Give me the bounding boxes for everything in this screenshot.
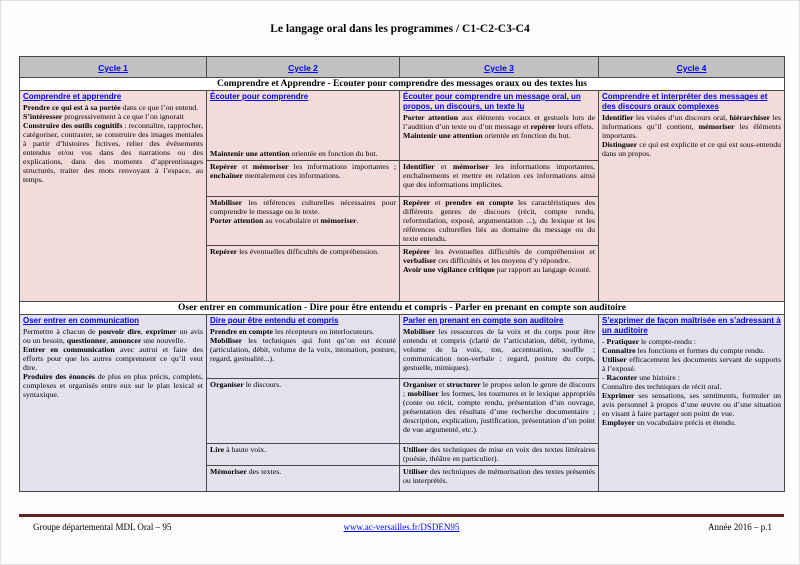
footer-group-label: Groupe départemental MDL Oral – 95: [33, 522, 172, 532]
s1-cycle3-row2-cell: [400, 161, 599, 197]
footer-divider: [19, 514, 784, 517]
cycle1-link[interactable]: Cycle 1: [98, 63, 128, 73]
s2-cycle3-row3-cell: [400, 444, 599, 466]
section1-heading: Comprendre et Apprendre - Ecouter pour comprendre des messages oraux ou des textes lus: [20, 78, 785, 91]
paragraph: Mémoriser des textes.: [210, 467, 282, 477]
paragraph: Avoir une vigilance critique par rapport au langage écouté.: [403, 265, 591, 275]
paragraph: Porter attention au vocabulaire et mémoriser.: [210, 216, 359, 226]
s2-cycle1-link[interactable]: Oser entrer en communication: [23, 316, 140, 326]
footer-center: [19, 522, 784, 532]
s2-cycle1-cell: [20, 315, 207, 492]
paragraph: Maintenir une attention orientée en fonction du but.: [403, 131, 571, 141]
paragraph: Repérer les éventuelles difficultés de compréhension et verbaliser ces difficultés et les moyens d’y répondre.: [403, 247, 595, 266]
s2-cycle2-row3-cell: [207, 444, 400, 466]
paragraph: Lire à haute voix.: [210, 445, 267, 455]
s1-cycle1-link[interactable]: Comprendre et apprendre: [23, 92, 122, 101]
page-title: Le langage oral dans les programmes / C1-C2-C3-C4: [270, 23, 530, 35]
s1-cycle1-cell: [20, 91, 207, 302]
paragraph: Produire des énoncés de plus en plus précis, complets, complexes et organisés entre eux sur le plan lexical et syntaxique.: [23, 372, 203, 400]
s2-cycle4-link[interactable]: S’exprimer de façon maîtrisée en s’adressant à un auditoire: [602, 316, 781, 336]
cycle3-link[interactable]: Cycle 3: [484, 63, 514, 73]
s1-cycle3-row4-cell: [400, 246, 599, 302]
paragraph: Mobiliser les ressources de la voix et du corps pour être entendu et compris (clarté de l’articulation, débit, rythme, volume de la voix, ton, accentuation, souffle ; communication non-verbale : regard, posture du corps, gestuelle, mimiques).: [403, 327, 595, 373]
paragraph: Prendre ce qui est à sa portée dans ce que l’on entend.: [23, 103, 199, 112]
section1-row1: [20, 91, 785, 161]
cycle-header-row: [20, 57, 785, 78]
s2-cycle4-cell: [599, 315, 785, 492]
s1-cycle4-link[interactable]: Comprendre et interpréter des messages et des discours oraux complexes: [602, 92, 768, 111]
paragraph: Maintenir une attention orientée en fonction du but.: [210, 148, 378, 158]
s1-cycle2-row1-cell: [207, 91, 400, 161]
paragraph: Utiliser des techniques de mise en voix des textes littéraires (poésie, théâtre en particulier).: [403, 445, 595, 464]
s2-cycle2-row4-cell: [207, 466, 400, 492]
paragraph: Construire des outils cognitifs : reconnaître, rapprocher, catégoriser, contraster, se construire des images mentales à partir d’histoires fictives, relier des événements entendus et/ou vus dans des narrations ou des explications, dans des moments d’apprentissages structurés, traiter des mots renvoyant à l’espace, au temps.: [23, 121, 203, 185]
paragraph: Connaître des techniques de récit oral.: [602, 382, 722, 392]
s2-cycle3-row2-cell: [400, 379, 599, 444]
section2-heading-row: [20, 302, 785, 315]
s2-cycle3-row4-cell: [400, 466, 599, 492]
s1-cycle2-row3-cell: [207, 197, 400, 246]
footer-year-page: Année 2016 – p.1: [708, 522, 772, 532]
section2-heading: Oser entrer en communication - Dire pour être entendu et compris - Parler en prenant en compte son auditoire: [20, 302, 785, 315]
paragraph: Prendre en compte les récepteurs ou interlocuteurs.: [210, 327, 375, 337]
paragraph: Organiser le discours.: [210, 380, 282, 390]
paragraph: Mobiliser les références culturelles nécessaires pour comprendre le message ou le texte.: [210, 198, 396, 217]
paragraph: Porter attention aux éléments vocaux et gestuels lors de l’audition d’un texte ou d’un message et repérer leurs effets.: [403, 113, 595, 132]
s2-cycle3-row1-cell: [400, 315, 599, 379]
paragraph: Utiliser efficacement les documents servant de supports à l’exposé.: [602, 355, 781, 374]
paragraph: Exprimer ses sensations, ses sentiments, formuler un avis personnel à propos d’une œuvre ou d’une situation en visant à faire partager son point de vue.: [602, 391, 781, 419]
paragraph: Distinguer ce qui est explicite et ce qui est sous-entendu dans un propos.: [602, 140, 781, 159]
paragraph: - Raconter une histoire :: [602, 373, 680, 383]
section2-row1: [20, 315, 785, 379]
paragraph: Repérer les éventuelles difficultés de compréhension.: [210, 247, 380, 257]
paragraph: Identifier et mémoriser les informations importantes, enchaînements et mettre en relation ces informations ainsi que des informations implicites.: [403, 162, 595, 190]
paragraph: Identifier les visées d’un discours oral, hiérarchiser les informations qu’il contient, mémoriser les éléments importants.: [602, 113, 781, 141]
paragraph: Mobiliser les techniques qui font qu’on est écouté (articulation, débit, volume de la voix, intonation, posture, regard, gestualité...).: [210, 336, 396, 364]
s2-cycle2-row2-cell: [207, 379, 400, 444]
cycle3-header-cell: [400, 57, 599, 78]
cycle2-link[interactable]: Cycle 2: [288, 63, 318, 73]
s1-cycle4-cell: [599, 91, 785, 302]
cycle4-header-cell: [599, 57, 785, 78]
s2-cycle2-link[interactable]: Dire pour être entendu et compris: [210, 316, 339, 326]
cycle2-header-cell: [207, 57, 400, 78]
paragraph: Utiliser des techniques de mémorisation des textes présentés ou interprétés.: [403, 467, 595, 486]
paragraph: Entrer en communication avec autrui et faire des efforts pour que les autres comprennent ce qu’il veut dire.: [23, 345, 203, 373]
paragraph: Connaître les fonctions et formes du compte rendu.: [602, 346, 765, 356]
programme-table: [19, 56, 785, 492]
paragraph: Repérer et prendre en compte les caractéristiques des différents genres de discours (récit, compte rendu, reformulation, exposé, argumentation ...), du lexique et les références culturelles liés au domaine du message ou du texte entendu.: [403, 198, 595, 244]
s1-cycle2-link[interactable]: Écouter pour comprendre: [210, 92, 309, 101]
cycle1-header-cell: [20, 57, 207, 78]
paragraph: S’intéresser progressivement à ce que l’on ignorait: [23, 112, 184, 122]
s1-cycle3-row1-cell: [400, 91, 599, 161]
s1-cycle3-link[interactable]: Écouter pour comprendre un message oral, un propos, un discours, un texte lu: [403, 92, 581, 111]
section1-heading-row: [20, 78, 785, 91]
s1-cycle2-row4-cell: [207, 246, 400, 302]
footer-website-link[interactable]: www.ac-versailles.fr/DSDEN95: [343, 522, 460, 532]
s1-cycle2-row2-cell: [207, 161, 400, 197]
paragraph: - Pratiquer le compte-rendu :: [602, 337, 696, 347]
paragraph: Repérer et mémoriser les informations importantes ; enchaîner mentalement ces informations.: [210, 162, 396, 181]
paragraph: Organiser et structurer le propos selon le genre de discours ; mobiliser les formes, les tournures et le lexique appropriés (conte ou récit, compte rendu, présentation d’un ouvrage, présentation des résultats d’une recherche documentaire ; description, explication, justification, présentation d’un point de vue argumenté, etc.).: [403, 380, 596, 435]
paragraph: Permettre à chacun de pouvoir dire, exprimer un avis ou un besoin, questionner, annoncer une nouvelle.: [23, 327, 203, 346]
s2-cycle2-row1-cell: [207, 315, 400, 379]
s1-cycle3-row3-cell: [400, 197, 599, 246]
cycle4-link[interactable]: Cycle 4: [676, 63, 707, 73]
s2-cycle3-link[interactable]: Parler en prenant en compte son auditoire: [403, 316, 564, 326]
paragraph: Employer un vocabulaire précis et étendu.: [602, 418, 736, 428]
